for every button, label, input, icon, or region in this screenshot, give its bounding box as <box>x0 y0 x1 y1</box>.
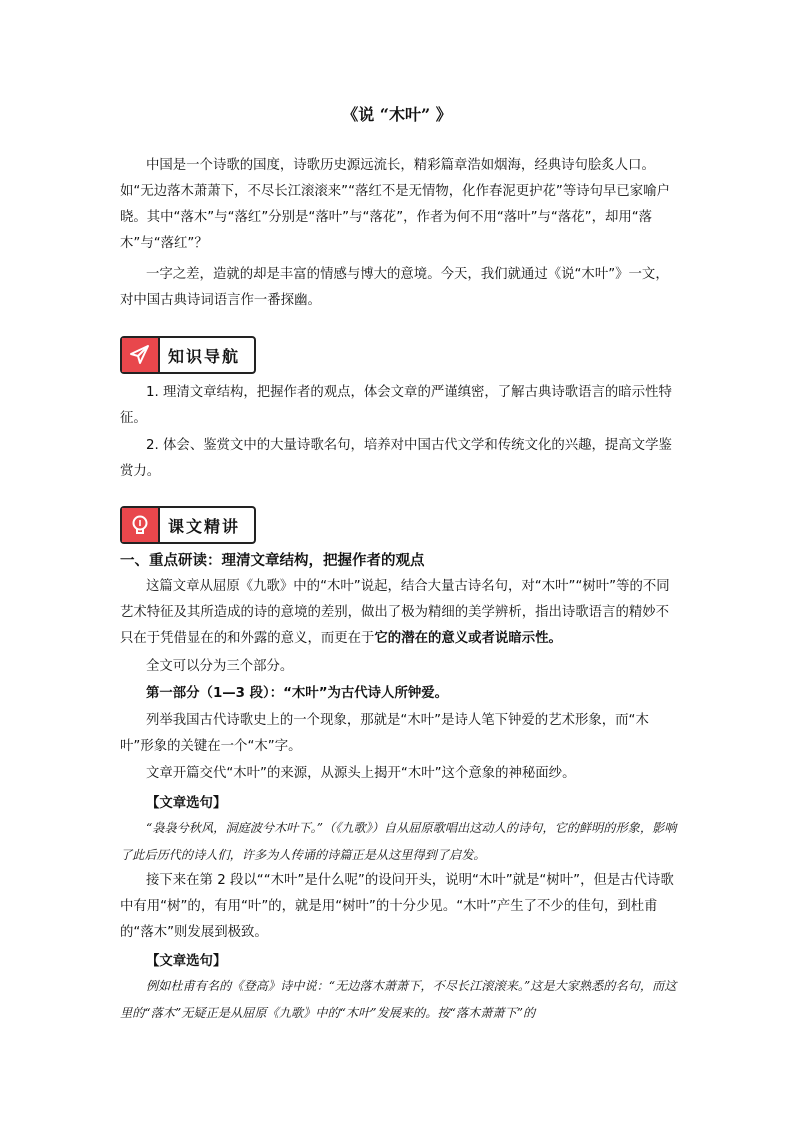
section-paragraph-1 <box>120 574 680 652</box>
badge-label: 知识导航 <box>168 347 241 366</box>
paper-plane-icon <box>122 338 160 372</box>
part-one-heading: 第一部分（1—3 段）：“木叶”为古代诗人所钟爱。 <box>146 686 449 701</box>
intro-paragraph-1: 中国是一个诗歌的国度，诗歌历史源远流长，精彩篇章浩如烟海，经典诗句脍炙人口。如“无边落木萧萧下，不尽长江滚滚来”“落红不是无情物，化作春泥更护花”等诗句早已家喻户晓。其中“落木”与“落红”分别是“落叶”与“落花”，作者为何不用“落叶”与“落花”，却用“落木”与“落红”？ <box>120 158 670 251</box>
quote-label: 【文章选句】 <box>146 796 227 811</box>
badge-label: 课文精讲 <box>168 517 241 536</box>
quote-text-1: “袅袅兮秋风，洞庭波兮木叶下。”（《九歌》）自从屈原歌唱出这动人的诗句，它的鲜明的形象，影响了此后历代的诗人们，许多为人传诵的诗篇正是从这里得到了启发。 <box>120 821 677 862</box>
section-paragraph-5: 接下来在第 2 段以““木叶”是什么呢”的设问开头，说明“木叶”就是“树叶”，但是古代诗歌中有用“树”的，有用“叶”的，就是用“树叶”的十分少见。“木叶”产生了不少的佳句，到杜甫的“落木”则发展到极致。 <box>120 873 674 940</box>
quote-text-2: 例如杜甫有名的《登高》诗中说：“无边落木萧萧下，不尽长江滚滚来。”这是大家熟悉的名句，而这里的“落木”无疑正是从屈原《九歌》中的“木叶”发展来的。按“落木萧萧下”的 <box>120 979 677 1020</box>
lightbulb-icon <box>122 508 160 542</box>
page-title: 《说 “木叶” 》 <box>342 105 452 124</box>
goal-item-1: 1. 理清文章结构，把握作者的观点，体会文章的严谨缜密，了解古典诗歌语言的暗示性特征。 <box>120 385 672 426</box>
quote-label: 【文章选句】 <box>146 954 227 969</box>
emphasis-text: 它的潜在的意义或者说暗示性。 <box>374 631 562 646</box>
section-heading: 一、重点研读：理清文章结构，把握作者的观点 <box>120 553 425 569</box>
lesson-badge <box>120 506 256 544</box>
section-paragraph-3: 列举我国古代诗歌史上的一个现象，那就是“木叶”是诗人笔下钟爱的艺术形象，而“木叶”形象的关键在一个“木”字。 <box>120 713 649 754</box>
paragraph-text: 这篇文章从屈原《九歌》中的“木叶”说起，结合大量古诗名句，对“木叶”“树叶”等的不同艺术特征及其所造成的诗的意境的差别，做出了极为精细的美学辨析，指出诗歌语言的精妙不只在于凭借显在的和外露的意义，而更在于 <box>120 579 670 646</box>
intro-paragraph-2: 一字之差，造就的却是丰富的情感与博大的意境。今天，我们就通过《说“木叶”》一文，对中国古典诗词语言作一番探幽。 <box>120 267 669 308</box>
knowledge-nav-badge <box>120 336 256 374</box>
goal-item-2: 2. 体会、鉴赏文中的大量诗歌名句，培养对中国古代文学和传统文化的兴趣，提高文学鉴赏力。 <box>120 438 672 479</box>
section-paragraph-2: 全文可以分为三个部分。 <box>146 659 294 674</box>
section-paragraph-4: 文章开篇交代“木叶”的来源，从源头上揭开“木叶”这个意象的神秘面纱。 <box>146 766 576 781</box>
